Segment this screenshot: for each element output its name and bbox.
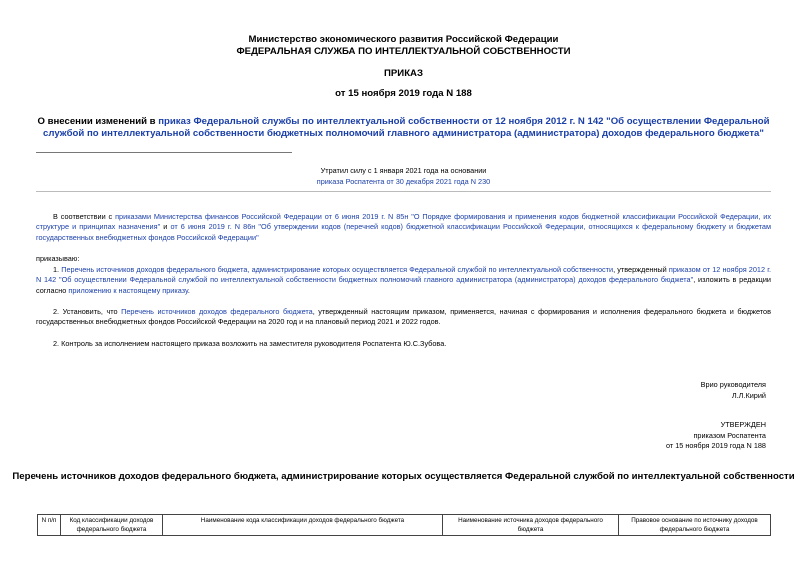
- document-title: [36, 116, 771, 140]
- annex-title: Перечень источников доходов федерального бюджета, администрирование которых осуществляется Федеральной службой по интеллектуальной собственности: [12, 471, 795, 482]
- item-text: , утвержденный настоящим приказом, применяется, начиная с формирования и исполнения федерального бюджета и бюджетов государственных внебюджетных фондов Российской Федерации на 2020 год и на плановый период 2021 и 2022 годов.: [36, 307, 771, 327]
- signature-position: Врио руководителя: [700, 380, 766, 389]
- divider: [36, 152, 292, 153]
- table-header-cell: Правовое основание по источнику доходов федерального бюджета: [619, 515, 771, 536]
- document-type: ПРИКАЗ: [384, 68, 423, 79]
- status-note-text: Утратил силу с 1 января 2021 года на основании: [320, 166, 487, 175]
- approval-word: УТВЕРЖДЕН: [720, 420, 766, 429]
- item-1-annex-link[interactable]: приложению к настоящему приказу: [68, 285, 188, 295]
- preamble-link-86n[interactable]: от 6 июня 2019 г. N 86н "Об утверждении кодов (перечней кодов) бюджетной классификации Российской Федерации, относящихся к федеральному бюджету и бюджетам государственных внебюджетных фондов Российской Федерации": [36, 222, 771, 242]
- preamble-text: В соответствии с: [53, 212, 116, 221]
- item-2-list-link[interactable]: Перечень источников доходов федерального бюджета: [121, 307, 313, 316]
- divider: [36, 191, 771, 192]
- item-1: [36, 265, 771, 296]
- ministry-name: Министерство экономического развития Российской Федерации: [248, 34, 559, 45]
- status-note-link[interactable]: приказа Роспатента от 30 декабря 2021 года N 230: [316, 176, 491, 186]
- preamble-paragraph: [36, 212, 771, 243]
- revenue-sources-table: [37, 514, 771, 536]
- table-header-cell: Наименование источника доходов федерального бюджета: [443, 515, 619, 536]
- item-3: 2. Контроль за исполнением настоящего приказа возложить на заместителя руководителя Роспатента Ю.С.Зубова.: [53, 339, 447, 348]
- signature-block: [701, 380, 766, 401]
- item-text: , изложить в редакции согласно: [36, 275, 771, 295]
- item-2: [36, 307, 771, 328]
- approval-by: приказом Роспатента: [693, 430, 766, 440]
- item-text: , утвержденный: [613, 265, 669, 274]
- approval-date: от 15 ноября 2019 года N 188: [665, 441, 766, 450]
- item-1-list-link[interactable]: Перечень источников доходов федерального бюджета, администрирование которых осуществляется Федеральной службой по интеллектуальной собственности: [61, 265, 614, 274]
- signature-name: Л.Л.Кирий: [731, 390, 766, 400]
- table-header-row: [38, 515, 771, 536]
- order-word: приказываю:: [36, 254, 80, 263]
- table-header-cell: Наименование кода классификации доходов федерального бюджета: [163, 515, 443, 536]
- preamble-text: и: [160, 222, 171, 232]
- table-header-cell: Код классификации доходов федерального бюджета: [61, 515, 163, 536]
- preamble-link-85n[interactable]: приказами Министерства финансов Российской Федерации от 6 июня 2019 г. N 85н "О Порядке формирования и применения кодов бюджетной классификации Российской Федерации, их структуре и принципах назначения": [36, 212, 772, 232]
- item-1-order-link[interactable]: приказом от 12 ноября 2012 г. N 142 "Об осуществлении Федеральной службой по интеллектуальной собственности бюджетных полномочий главного администратора (администратора) доходов федерального бюджета": [36, 265, 771, 285]
- table-header-cell: N п/п: [38, 515, 61, 536]
- approval-block: [666, 420, 766, 452]
- service-name: ФЕДЕРАЛЬНАЯ СЛУЖБА ПО ИНТЕЛЛЕКТУАЛЬНОЙ СОБСТВЕННОСТИ: [236, 46, 571, 57]
- document-date: от 15 ноября 2019 года N 188: [335, 88, 472, 99]
- title-prefix: О внесении изменений в: [37, 116, 159, 127]
- title-link[interactable]: приказ Федеральной службы по интеллектуальной собственности от 12 ноября 2012 г. N 142 "Об осуществлении Федеральной службой по интеллектуальной собственности бюджетных полномочий главного администратора (администратора) доходов федерального бюджета": [43, 116, 770, 139]
- status-note: [0, 166, 807, 187]
- item-text: 2. Установить, что: [53, 307, 122, 316]
- item-text: 1.: [53, 265, 62, 274]
- item-text: .: [187, 285, 190, 295]
